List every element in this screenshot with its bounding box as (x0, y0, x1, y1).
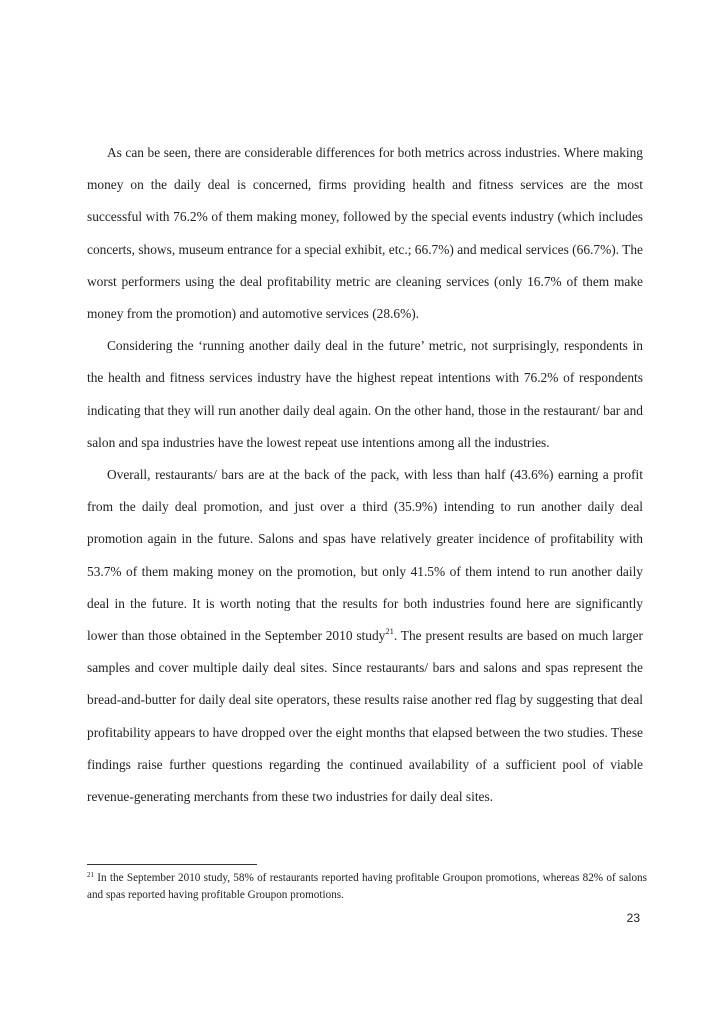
page-number: 23 (626, 911, 640, 925)
footnote-divider (87, 864, 257, 865)
footnote-marker: 21 (87, 871, 94, 879)
footnote-reference: 21 (385, 626, 394, 637)
footnote (87, 870, 647, 904)
footnote-text: In the September 2010 study, 58% of restaurants reported having profitable Groupon promotions, whereas 82% of salons and spas reported having profitable Groupon promotions. (87, 872, 647, 901)
paragraph-text: Overall, restaurants/ bars are at the back of the pack, with less than half (43.6%) earning a profit from the daily deal promotion, and just over a third (35.9%) intending to run another daily deal promotion again in the future. Salons and spas have relatively greater incidence of profitability with 53.7% of them making money on the promotion, but only 41.5% of them intend to run another daily deal in the future. It is worth noting that the results for both industries found here are significantly lower than those obtained in the September 2010 study (87, 467, 643, 644)
paragraph-industry-metrics (87, 137, 643, 330)
paragraph-text: Considering the ‘running another daily deal in the future’ metric, not surprisingly, respondents in the health and fitness services industry have the highest repeat intentions with 76.2% of respondents indicating that they will run another daily deal again. On the other hand, those in the restaurant/ bar and salon and spa industries have the lowest repeat use intentions among all the industries. (87, 338, 643, 450)
paragraph-text: . The present results are based on much larger samples and cover multiple daily deal sites. Since restaurants/ bars and salons and spas represent the bread-and-butter for daily deal site operators, these results raise another red flag by suggesting that deal profitability appears to have dropped over the eight months that elapsed between the two studies. These findings raise further questions regarding the continued availability of a sufficient pool of viable revenue-generating merchants from these two industries for daily deal sites. (87, 628, 643, 805)
paragraph-repeat-intentions (87, 330, 643, 459)
paragraph-text: As can be seen, there are considerable differences for both metrics across industries. Where making money on the daily deal is concerned, firms providing health and fitness services are the most successful with 76.2% of them making money, followed by the special events industry (which includes concerts, shows, museum entrance for a special exhibit, etc.; 66.7%) and medical services (66.7%). The worst performers using the deal profitability metric are cleaning services (only 16.7% of them make money from the promotion) and automotive services (28.6%). (87, 145, 643, 322)
paragraph-restaurants-salons (87, 459, 643, 813)
body-text (87, 137, 643, 813)
